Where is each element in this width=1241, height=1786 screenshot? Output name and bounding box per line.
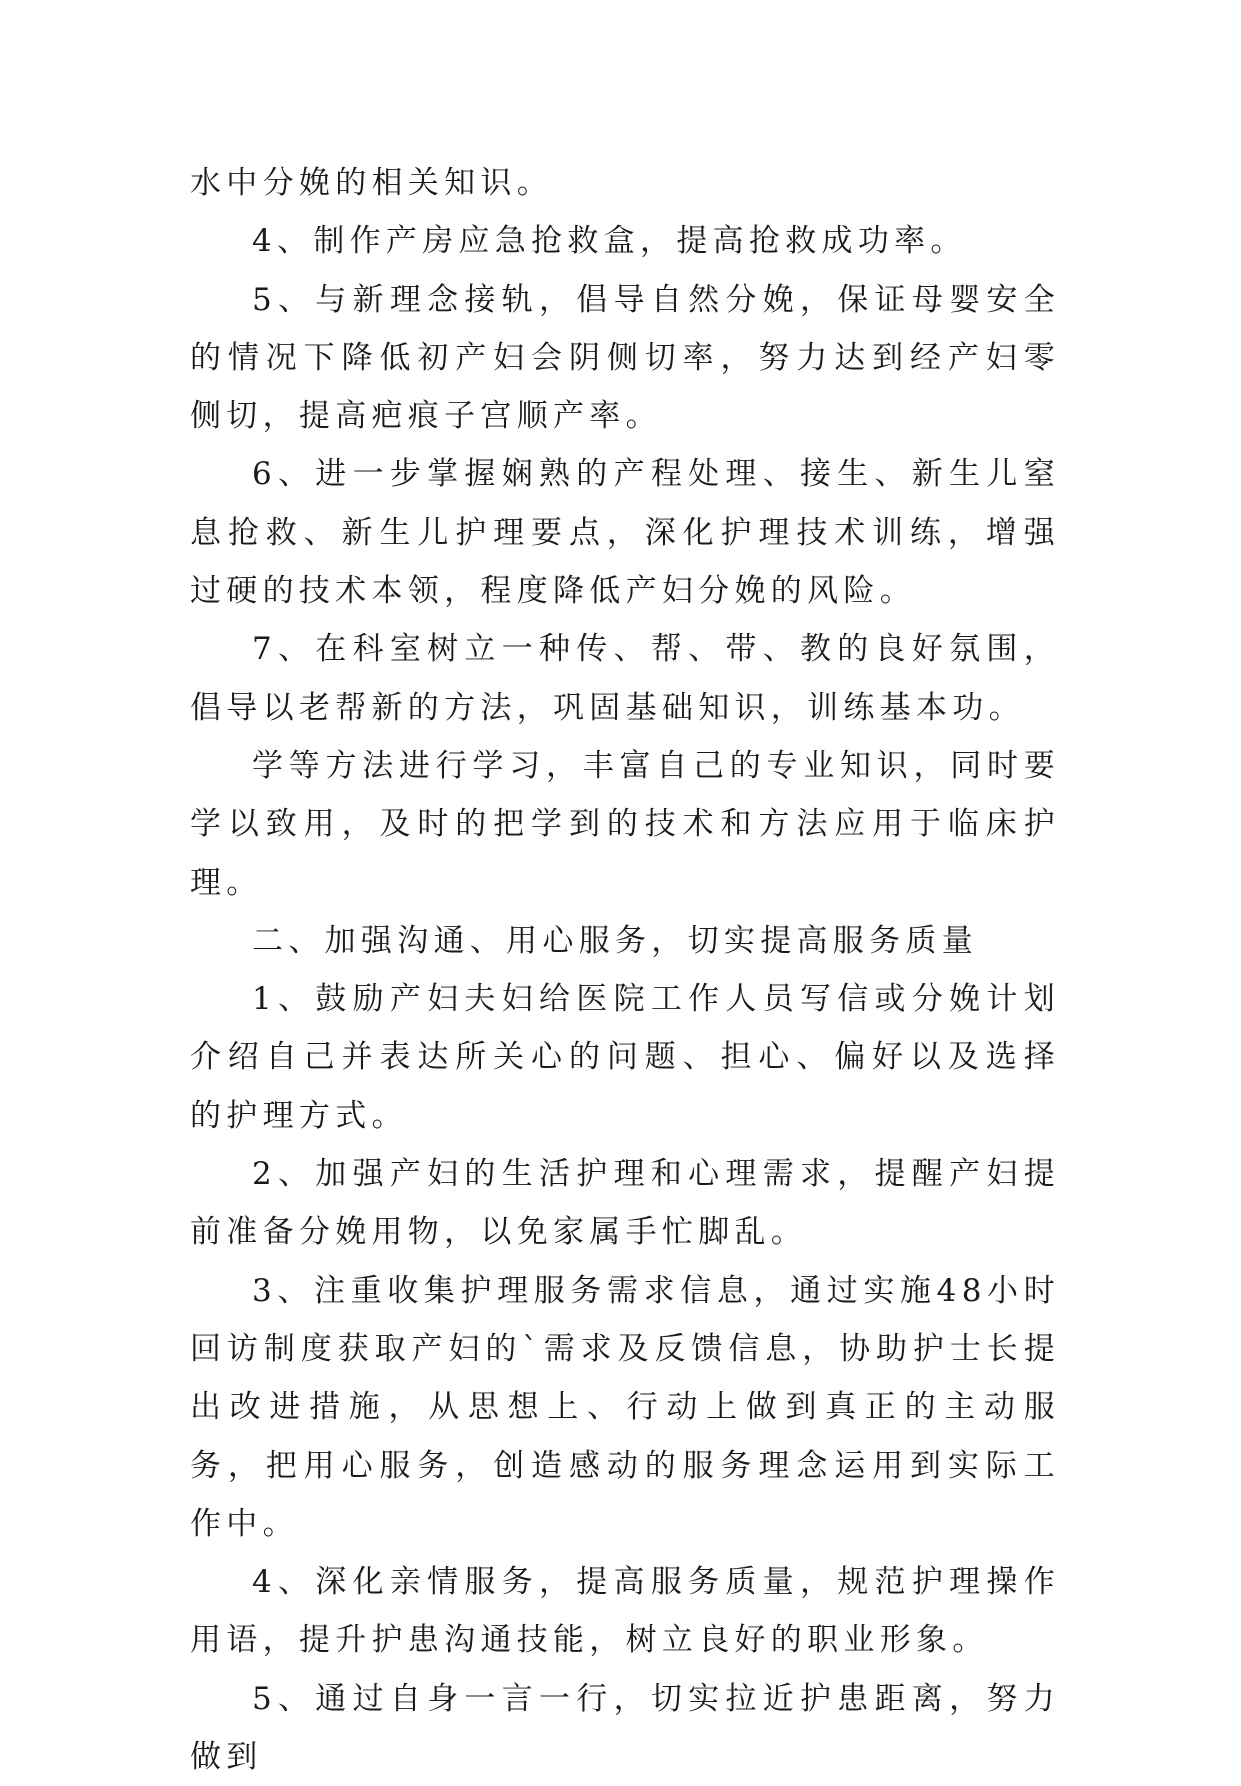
paragraph-item-7: 7、在科室树立一种传、帮、带、教的良好氛围，倡导以老帮新的方法，巩固基础知识，训练基本功。	[190, 631, 1060, 726]
paragraph-s2-item-4: 4、深化亲情服务，提高服务质量，规范护理操作用语，提升护患沟通技能，树立良好的职业形象。	[190, 1564, 1060, 1659]
section-heading-2: 二、加强沟通、用心服务，切实提高服务质量	[252, 922, 978, 959]
paragraph-study: 学等方法进行学习，丰富自己的专业知识，同时要学以致用，及时的把学到的技术和方法应用于临床护理。	[190, 747, 1060, 901]
paragraph-continuation: 水中分娩的相关知识。	[190, 165, 553, 201]
paragraph-item-4: 4、制作产房应急抢救盒，提高抢救成功率。	[252, 223, 967, 260]
paragraph-s2-item-3: 3、注重收集护理服务需求信息，通过实施48小时回访制度获取产妇的`需求及反馈信息，协助护士长提出改进措施，从思想上、行动上做到真正的主动服务，把用心服务，创造感动的服务理念运用到实际工作中。	[190, 1272, 1060, 1542]
document-body	[190, 154, 1060, 1786]
paragraph-s2-item-1: 1、鼓励产妇夫妇给医院工作人员写信或分娩计划介绍自己并表达所关心的问题、担心、偏好以及选择的护理方式。	[190, 981, 1060, 1134]
paragraph-s2-item-2: 2、加强产妇的生活护理和心理需求，提醒产妇提前准备分娩用物，以免家属手忙脚乱。	[190, 1156, 1060, 1251]
paragraph-item-5: 5、与新理念接轨，倡导自然分娩，保证母婴安全的情况下降低初产妇会阴侧切率，努力达到经产妇零侧切，提高疤痕子宫顺产率。	[190, 281, 1060, 435]
paragraph-s2-item-5: 5、通过自身一言一行，切实拉近护患距离，努力做到	[190, 1680, 1060, 1776]
paragraph-item-6: 6、进一步掌握娴熟的产程处理、接生、新生儿窒息抢救、新生儿护理要点，深化护理技术训练，增强过硬的技术本领，程度降低产妇分娩的风险。	[190, 456, 1060, 610]
